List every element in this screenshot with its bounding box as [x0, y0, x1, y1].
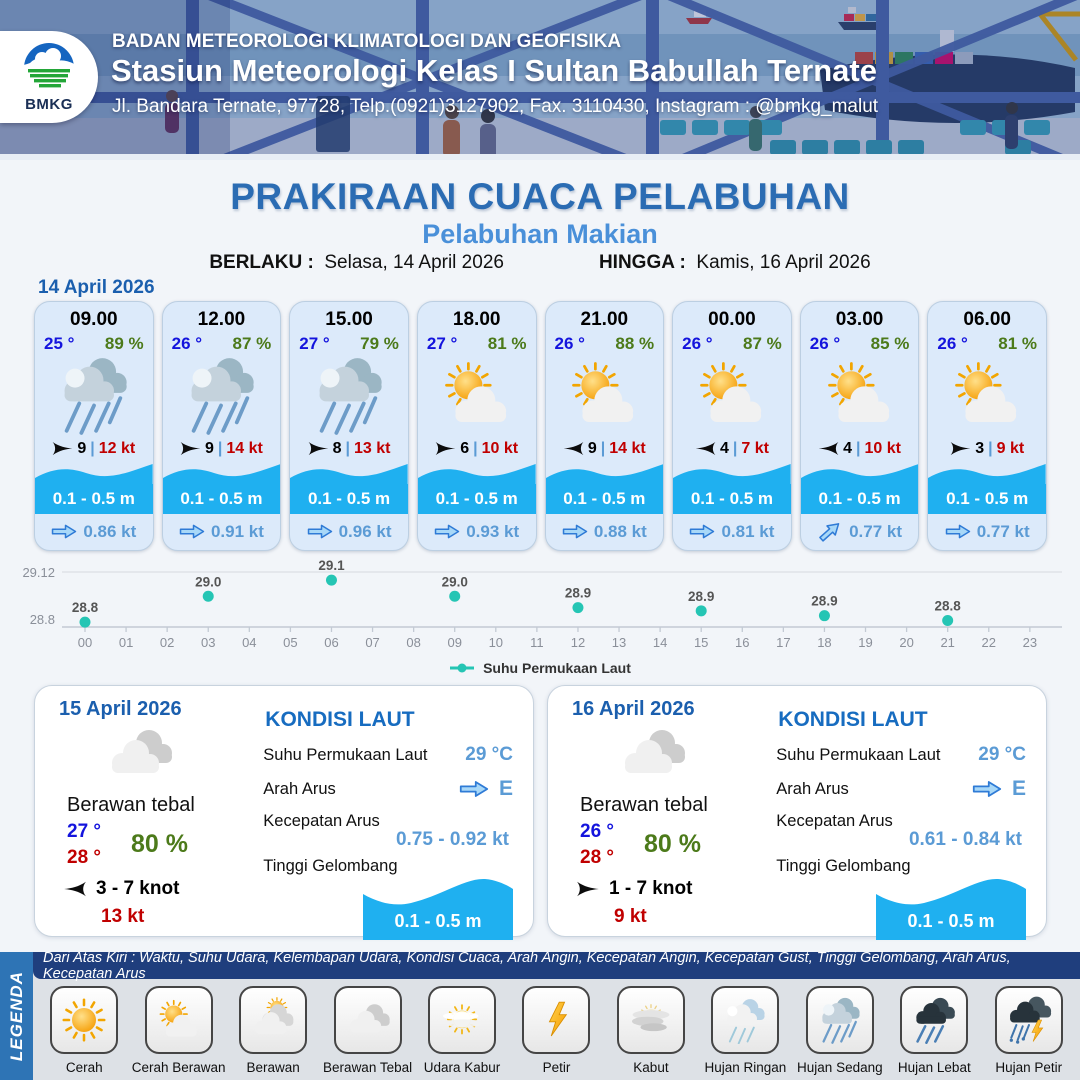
- hourly-card: [545, 301, 665, 551]
- humidity: 79 %: [360, 334, 399, 353]
- svg-text:22: 22: [981, 635, 996, 648]
- station-address: Jl. Bandara Ternate, 97728, Telp.(0921)3127902, Fax. 3110430, Instagram : @bmkg_malut: [112, 96, 879, 117]
- current-row: [546, 514, 664, 550]
- hourly-card: [34, 301, 154, 551]
- legend-marker-icon: [449, 663, 475, 673]
- hourly-card: [672, 301, 792, 551]
- hour-label: 21.00: [580, 309, 629, 330]
- hourly-card: [800, 301, 920, 551]
- current-row: [163, 514, 281, 550]
- wind-row: [35, 436, 153, 461]
- svg-text:04: 04: [242, 635, 257, 648]
- wind-speed: 3: [975, 439, 985, 457]
- svg-text:10: 10: [488, 635, 504, 648]
- wind-row: [418, 436, 536, 461]
- wind-speed: 4: [719, 439, 729, 457]
- wind-direction-icon: [308, 441, 329, 456]
- humidity: 87 %: [743, 334, 782, 353]
- svg-text:17: 17: [776, 635, 791, 648]
- wind-row: [290, 436, 408, 461]
- svg-text:29.12: 29.12: [22, 565, 55, 580]
- wind-direction-icon: [52, 441, 73, 456]
- legend-item: [983, 986, 1075, 1075]
- current-direction-value: E: [1011, 777, 1026, 800]
- legend-items: [33, 979, 1080, 1080]
- svg-text:11: 11: [530, 635, 544, 648]
- sea-conditions: [776, 698, 1026, 940]
- legend-item-label: Hujan Ringan: [704, 1060, 787, 1075]
- hour-label: 15.00: [325, 309, 373, 330]
- hourly-date-label: 14 April 2026: [38, 277, 155, 298]
- sst-label: Suhu Permukaan Laut: [776, 745, 941, 764]
- gust-speed: 7 kt: [741, 439, 769, 457]
- station-name: Stasiun Meteorologi Kelas I Sultan Babullah Ternate: [111, 53, 877, 88]
- kabut-icon: [617, 986, 685, 1054]
- current-direction-label: Arah Arus: [263, 779, 336, 798]
- gust-speed: 9 kt: [996, 439, 1025, 457]
- legend-item: [699, 986, 791, 1075]
- weather-icon: [801, 354, 919, 436]
- legend-item-label: Hujan Lebat: [897, 1060, 971, 1075]
- current-direction-icon: [815, 517, 846, 547]
- temperature: 27 °: [426, 334, 458, 353]
- wind-row: [546, 436, 664, 461]
- wave-crest: [163, 462, 281, 484]
- svg-text:15: 15: [693, 635, 709, 648]
- wind-speed: 9: [587, 439, 597, 457]
- svg-text:28.8: 28.8: [29, 612, 55, 627]
- separator: |: [988, 439, 993, 457]
- daily-temps: [580, 819, 776, 870]
- wave-crest: [801, 462, 919, 484]
- wave-crest: [290, 462, 408, 484]
- current-row: [418, 514, 536, 550]
- current-speed-label: Kecepatan Arus: [263, 812, 380, 830]
- svg-text:05: 05: [283, 635, 298, 648]
- wind-direction-icon: [695, 441, 716, 456]
- current-speed: 0.93 kt: [466, 521, 520, 541]
- daily-wind-row: [63, 878, 263, 900]
- wave-height-badge: [363, 876, 513, 940]
- separator: |: [600, 439, 606, 457]
- daily-condition: Berawan tebal: [67, 794, 195, 816]
- temperature: 26 °: [937, 334, 968, 353]
- legend-section: [0, 949, 1080, 1080]
- wind-row: [928, 436, 1046, 461]
- wave-height: 0.1 - 0.5 m: [35, 484, 153, 514]
- page-title: PRAKIRAAN CUACA PELABUHAN: [230, 176, 850, 217]
- svg-text:19: 19: [858, 635, 873, 648]
- gust-speed: 14 kt: [226, 439, 263, 457]
- svg-text:16: 16: [735, 635, 750, 648]
- legend-item-label: Hujan Petir: [995, 1060, 1063, 1075]
- legend-strip-label: LEGENDA: [6, 970, 26, 1062]
- weather-icon: [163, 354, 281, 436]
- current-direction-icon: [434, 523, 460, 540]
- current-direction-icon: [945, 523, 971, 540]
- berawan-icon: [239, 986, 307, 1054]
- weather-icon: [546, 354, 664, 436]
- current-direction-icon: [689, 523, 715, 540]
- wave-crest: [673, 462, 791, 484]
- wind-direction-icon: [63, 881, 87, 897]
- wind-speed: 9: [205, 439, 214, 457]
- wind-speed: 6: [460, 439, 470, 457]
- header-banner: [0, 0, 1080, 160]
- svg-text:28.9: 28.9: [688, 588, 715, 604]
- legend-item: [510, 986, 602, 1075]
- daily-date: 15 April 2026: [59, 698, 182, 720]
- separator: |: [217, 439, 223, 457]
- current-speed: 0.96 kt: [338, 521, 392, 541]
- hujan-lebat-icon: [900, 986, 968, 1054]
- current-speed: 0.81 kt: [721, 521, 775, 541]
- port-name: Pelabuhan Makian: [422, 219, 658, 249]
- wave-height-badge: [876, 876, 1026, 940]
- wind-direction-icon: [435, 441, 456, 456]
- current-speed: 0.88 kt: [593, 521, 647, 541]
- wave-height: 0.1 - 0.5 m: [290, 484, 408, 514]
- humidity: 88 %: [615, 334, 655, 353]
- current-speed: 0.77 kt: [849, 521, 903, 541]
- wave-crest: [928, 462, 1046, 484]
- humidity: 89 %: [104, 334, 144, 353]
- hingga-label: HINGGA :: [598, 252, 686, 273]
- daily-weather-icon: [87, 723, 263, 790]
- svg-text:28.8: 28.8: [934, 598, 961, 614]
- bmkg-logo-icon: [22, 41, 76, 95]
- temp-min: 26 °: [580, 821, 615, 842]
- temp-max: 28 °: [580, 846, 615, 868]
- legend-item: [38, 986, 130, 1075]
- sst-chart: [0, 548, 1080, 648]
- svg-text:13: 13: [611, 635, 627, 648]
- legend-item: [794, 986, 886, 1075]
- current-speed-label: Kecepatan Arus: [776, 812, 893, 830]
- daily-card: [34, 685, 534, 937]
- berlaku-label: BERLAKU :: [209, 252, 314, 273]
- wave-height-label: Tinggi Gelombang: [263, 857, 398, 875]
- wind-speed: 8: [332, 439, 342, 457]
- sst-label: Suhu Permukaan Laut: [263, 745, 428, 764]
- berlaku-value: Selasa, 14 April 2026: [324, 252, 504, 273]
- wind-row: [801, 436, 919, 461]
- hour-label: 12.00: [197, 309, 246, 330]
- separator: |: [345, 439, 351, 457]
- daily-wind-row: [576, 878, 776, 900]
- current-direction-icon: [972, 779, 1002, 799]
- current-direction-icon: [459, 779, 489, 799]
- hour-label: 03.00: [835, 309, 884, 330]
- hourly-card: [289, 301, 409, 551]
- temperature: 26 °: [682, 334, 713, 353]
- current-direction-label: Arah Arus: [776, 779, 849, 798]
- current-speed: 0.91 kt: [210, 521, 264, 541]
- svg-text:12: 12: [570, 635, 586, 648]
- weather-icon: [35, 354, 153, 436]
- legend-item-label: Cerah Berawan: [131, 1060, 226, 1075]
- hourly-card: [417, 301, 537, 551]
- weather-icon: [290, 354, 408, 436]
- legend-label: Suhu Permukaan Laut: [483, 660, 631, 676]
- wave-crest: [35, 462, 153, 484]
- separator: |: [732, 439, 738, 457]
- legend-item-label: Kabut: [633, 1060, 669, 1075]
- humidity: 81 %: [487, 334, 527, 353]
- daily-gust: 13 kt: [101, 906, 145, 928]
- hour-label: 00.00: [708, 309, 756, 330]
- legend-note: Dari Atas Kiri : Waktu, Suhu Udara, Kelembapan Udara, Kondisi Cuaca, Arah Angin, Kecepatan Angin, Kecepatan Gust, Tinggi Gelombang, Arah Arus, Kecepatan Arus: [33, 952, 1080, 979]
- berawan-tebal-icon: [334, 986, 402, 1054]
- hourly-card: [927, 301, 1047, 551]
- svg-text:02: 02: [159, 635, 175, 648]
- udara-kabur-icon: [428, 986, 496, 1054]
- gust-speed: 13 kt: [354, 439, 391, 457]
- org-name: BADAN METEOROLOGI KLIMATOLOGI DAN GEOFISIKA: [112, 31, 622, 52]
- weather-icon: [673, 354, 791, 436]
- wind-speed: 9: [77, 439, 87, 457]
- legend-item: [133, 986, 225, 1075]
- current-speed: 0.86 kt: [83, 521, 137, 541]
- svg-text:03: 03: [201, 635, 216, 648]
- current-direction-icon: [51, 523, 77, 540]
- legend-item: [227, 986, 319, 1075]
- legend-item-label: Cerah: [65, 1060, 103, 1075]
- legend-item-label: Petir: [542, 1060, 571, 1075]
- weather-icon: [928, 354, 1046, 436]
- svg-text:01: 01: [118, 635, 134, 648]
- hourly-card: [162, 301, 282, 551]
- legend-item-label: Berawan: [246, 1060, 300, 1075]
- bmkg-logo-text: BMKG: [25, 96, 73, 113]
- temp-min: 27 °: [67, 821, 102, 842]
- legend-item: [605, 986, 697, 1075]
- chart-legend: [0, 660, 1080, 676]
- svg-text:28.9: 28.9: [811, 593, 838, 609]
- cerah-berawan-icon: [145, 986, 213, 1054]
- current-direction-value: E: [498, 777, 513, 800]
- daily-left: [59, 698, 263, 940]
- wind-direction-icon: [818, 441, 839, 456]
- separator: |: [90, 439, 95, 457]
- hingga-value: Kamis, 16 April 2026: [696, 252, 871, 273]
- svg-text:09: 09: [447, 635, 462, 648]
- svg-text:20: 20: [899, 635, 914, 648]
- wave-height-value: 0.1 - 0.5 m: [394, 911, 482, 931]
- current-row: [673, 514, 791, 550]
- current-direction-icon: [562, 523, 588, 540]
- separator: |: [856, 439, 861, 457]
- wave-height: 0.1 - 0.5 m: [928, 484, 1046, 514]
- legend-item: [416, 986, 508, 1075]
- svg-text:08: 08: [406, 635, 421, 648]
- humidity: 85 %: [870, 334, 910, 353]
- wave-crest: [418, 462, 536, 484]
- wind-speed: 4: [843, 439, 853, 457]
- daily-humidity: 80 %: [644, 830, 701, 859]
- wave-height: 0.1 - 0.5 m: [801, 484, 919, 514]
- petir-icon: [522, 986, 590, 1054]
- wind-direction-icon: [950, 441, 971, 456]
- gust-speed: 14 kt: [609, 439, 646, 457]
- wave-height: 0.1 - 0.5 m: [546, 484, 664, 514]
- svg-text:07: 07: [365, 635, 380, 648]
- wave-height: 0.1 - 0.5 m: [673, 484, 791, 514]
- current-speed-value: 0.61 - 0.84 kt: [908, 829, 1022, 850]
- wind-direction-icon: [563, 441, 584, 456]
- svg-text:29.0: 29.0: [441, 574, 468, 590]
- daily-humidity: 80 %: [131, 830, 188, 859]
- svg-text:06: 06: [324, 635, 339, 648]
- svg-text:00: 00: [77, 635, 93, 648]
- svg-text:28.9: 28.9: [564, 585, 592, 601]
- daily-weather-icon: [600, 723, 776, 790]
- daily-forecast-row: [34, 685, 1047, 937]
- gust-speed: 10 kt: [864, 439, 901, 457]
- temperature: 27 °: [299, 334, 330, 353]
- svg-text:21: 21: [940, 635, 955, 648]
- hour-label: 09.00: [70, 309, 118, 330]
- legend-item: [888, 986, 980, 1075]
- wind-row: [673, 436, 791, 461]
- svg-text:29.1: 29.1: [318, 558, 345, 574]
- wave-height-label: Tinggi Gelombang: [776, 857, 911, 875]
- current-row: [801, 514, 919, 550]
- temperature: 26 °: [171, 334, 203, 353]
- temperature: 26 °: [809, 334, 841, 353]
- daily-condition: Berawan tebal: [580, 794, 708, 816]
- current-speed-value: 0.75 - 0.92 kt: [395, 829, 509, 850]
- current-row: [928, 514, 1046, 550]
- svg-text:29.0: 29.0: [195, 574, 222, 590]
- humidity: 87 %: [232, 334, 272, 353]
- wave-height: 0.1 - 0.5 m: [418, 484, 536, 514]
- temp-max: 28 °: [67, 846, 102, 868]
- wind-direction-icon: [180, 441, 201, 456]
- current-speed: 0.77 kt: [976, 521, 1030, 541]
- current-direction-icon: [307, 523, 333, 540]
- svg-text:14: 14: [652, 635, 668, 648]
- hour-label: 18.00: [452, 309, 501, 330]
- gust-speed: 10 kt: [481, 439, 519, 457]
- daily-gust: 9 kt: [614, 906, 647, 928]
- svg-text:23: 23: [1022, 635, 1038, 648]
- temperature: 25 °: [44, 334, 75, 353]
- sea-title: KONDISI LAUT: [265, 708, 415, 731]
- sst-value: 29 °C: [465, 744, 513, 765]
- legend-item-label: Hujan Sedang: [797, 1060, 883, 1075]
- wave-crest: [546, 462, 664, 484]
- weather-icon: [418, 354, 536, 436]
- daily-left: [572, 698, 776, 940]
- legend-item-label: Berawan Tebal: [323, 1060, 413, 1075]
- hujan-ringan-icon: [711, 986, 779, 1054]
- daily-wind-range: 3 - 7 knot: [96, 878, 180, 900]
- validity-row: [0, 252, 1080, 274]
- hujan-sedang-icon: [806, 986, 874, 1054]
- current-row: [290, 514, 408, 550]
- wave-height: 0.1 - 0.5 m: [163, 484, 281, 514]
- legend-item: [322, 986, 414, 1075]
- daily-wind-range: 1 - 7 knot: [609, 878, 693, 900]
- legend-item-label: Udara Kabur: [423, 1060, 501, 1075]
- bmkg-logo: [0, 31, 98, 123]
- daily-date: 16 April 2026: [572, 698, 695, 720]
- hour-label: 06.00: [963, 309, 1011, 330]
- wind-row: [163, 436, 281, 461]
- current-row: [35, 514, 153, 550]
- svg-text:28.8: 28.8: [71, 600, 99, 616]
- humidity: 81 %: [998, 334, 1037, 353]
- wave-height-value: 0.1 - 0.5 m: [907, 911, 995, 931]
- hourly-forecast-row: [34, 301, 1047, 551]
- temperature: 26 °: [554, 334, 585, 353]
- gust-speed: 12 kt: [98, 439, 136, 457]
- separator: |: [473, 439, 478, 457]
- current-direction-icon: [179, 523, 205, 540]
- hujan-petir-icon: [995, 986, 1063, 1054]
- cerah-icon: [50, 986, 118, 1054]
- sea-conditions: [263, 698, 513, 940]
- legend-strip: [0, 952, 33, 1080]
- sst-value: 29 °C: [978, 744, 1026, 765]
- svg-text:18: 18: [817, 635, 832, 648]
- wind-direction-icon: [576, 881, 600, 897]
- daily-temps: [67, 819, 263, 870]
- daily-card: [547, 685, 1047, 937]
- sea-title: KONDISI LAUT: [778, 708, 928, 731]
